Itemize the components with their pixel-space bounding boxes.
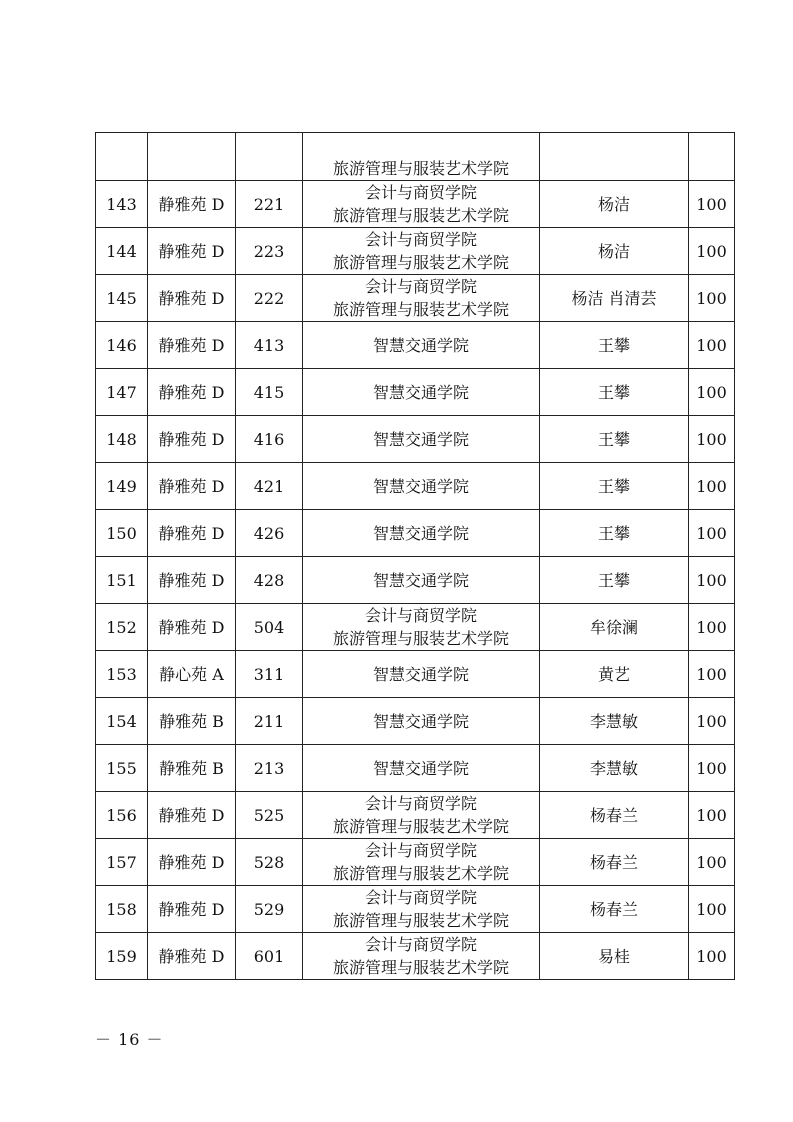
table-row [96,133,735,181]
teacher-cell: 王攀 [540,322,689,369]
row-number-cell: 149 [96,463,148,510]
department-cell [303,933,540,980]
department-cell [303,275,540,322]
row-number-cell: 158 [96,886,148,933]
table-row [96,369,735,416]
teacher-cell [540,133,689,181]
score-cell: 100 [689,228,735,275]
room-cell: 211 [236,698,303,745]
score-cell: 100 [689,463,735,510]
department-name: 旅游管理与服装艺术学院 [332,817,509,836]
table-row [96,886,735,933]
table-row [96,792,735,839]
teacher-cell: 王攀 [540,463,689,510]
department-name: 旅游管理与服装艺术学院 [332,159,509,178]
department-cell [303,651,540,698]
building-cell: 静雅苑 D [148,275,236,322]
department-name: 会计与商贸学院 [364,606,477,625]
table-row [96,651,735,698]
table-row [96,839,735,886]
room-cell: 426 [236,510,303,557]
score-cell: 100 [689,933,735,980]
inspection-table [95,132,735,980]
room-cell: 416 [236,416,303,463]
teacher-cell: 王攀 [540,369,689,416]
building-cell: 静雅苑 D [148,886,236,933]
department-cell [303,133,540,181]
row-number-cell: 143 [96,181,148,228]
department-name: 会计与商贸学院 [364,277,477,296]
building-cell: 静雅苑 B [148,745,236,792]
building-cell: 静雅苑 D [148,369,236,416]
room-cell: 413 [236,322,303,369]
building-cell [148,133,236,181]
row-number-cell: 147 [96,369,148,416]
teacher-cell: 黄艺 [540,651,689,698]
department-name: 旅游管理与服装艺术学院 [332,958,509,977]
department-cell [303,416,540,463]
department-cell [303,886,540,933]
department-name: 会计与商贸学院 [364,888,477,907]
room-cell: 213 [236,745,303,792]
department-cell [303,792,540,839]
room-cell: 504 [236,604,303,651]
building-cell: 静雅苑 D [148,604,236,651]
building-cell: 静雅苑 D [148,228,236,275]
building-cell: 静雅苑 D [148,839,236,886]
department-name: 智慧交通学院 [372,523,469,543]
score-cell: 100 [689,698,735,745]
department-cell [303,557,540,604]
teacher-cell: 杨春兰 [540,839,689,886]
room-cell: 223 [236,228,303,275]
row-number-cell: 157 [96,839,148,886]
department-name: 旅游管理与服装艺术学院 [332,864,509,883]
score-cell: 100 [689,275,735,322]
department-cell [303,322,540,369]
department-name: 会计与商贸学院 [364,183,477,202]
teacher-cell: 李慧敏 [540,745,689,792]
department-name: 会计与商贸学院 [364,841,477,860]
table-row [96,228,735,275]
room-cell: 525 [236,792,303,839]
teacher-cell: 杨洁 [540,228,689,275]
teacher-cell: 王攀 [540,510,689,557]
table-row [96,933,735,980]
department-cell [303,839,540,886]
row-number-cell: 159 [96,933,148,980]
score-cell: 100 [689,510,735,557]
table-row [96,557,735,604]
department-name: 智慧交通学院 [372,758,469,778]
department-name: 旅游管理与服装艺术学院 [332,300,509,319]
room-cell: 428 [236,557,303,604]
score-cell: 100 [689,886,735,933]
score-cell: 100 [689,181,735,228]
row-number-cell: 145 [96,275,148,322]
score-cell: 100 [689,604,735,651]
building-cell: 静雅苑 D [148,557,236,604]
row-number-cell: 153 [96,651,148,698]
department-cell [303,745,540,792]
table-row [96,463,735,510]
department-cell [303,510,540,557]
row-number-cell: 148 [96,416,148,463]
table-row [96,322,735,369]
building-cell: 静雅苑 D [148,181,236,228]
building-cell: 静雅苑 D [148,463,236,510]
department-name: 旅游管理与服装艺术学院 [332,629,509,648]
score-cell: 100 [689,369,735,416]
department-name: 会计与商贸学院 [364,230,477,249]
department-name: 旅游管理与服装艺术学院 [332,911,509,930]
building-cell: 静雅苑 D [148,792,236,839]
department-name: 旅游管理与服装艺术学院 [332,206,509,225]
building-cell: 静雅苑 D [148,510,236,557]
department-name: 智慧交通学院 [372,335,469,355]
department-cell [303,228,540,275]
score-cell: 100 [689,322,735,369]
room-cell: 528 [236,839,303,886]
room-cell [236,133,303,181]
room-cell: 421 [236,463,303,510]
department-name: 智慧交通学院 [372,711,469,731]
department-cell [303,463,540,510]
building-cell: 静雅苑 D [148,322,236,369]
teacher-cell: 王攀 [540,416,689,463]
teacher-cell: 杨春兰 [540,886,689,933]
row-number-cell: 154 [96,698,148,745]
score-cell: 100 [689,745,735,792]
table-body [96,133,735,980]
teacher-cell: 杨春兰 [540,792,689,839]
teacher-cell: 杨洁 [540,181,689,228]
row-number-cell: 155 [96,745,148,792]
department-name: 旅游管理与服装艺术学院 [332,253,509,272]
department-name: 智慧交通学院 [372,570,469,590]
table-row [96,181,735,228]
table-row [96,416,735,463]
teacher-cell: 易桂 [540,933,689,980]
table-row [96,604,735,651]
row-number-cell: 150 [96,510,148,557]
department-name: 会计与商贸学院 [364,794,477,813]
department-name: 会计与商贸学院 [364,935,477,954]
teacher-cell: 牟徐澜 [540,604,689,651]
department-name: 智慧交通学院 [372,382,469,402]
department-name: 智慧交通学院 [372,664,469,684]
department-name: 智慧交通学院 [372,429,469,449]
table-row [96,698,735,745]
score-cell [689,133,735,181]
room-cell: 222 [236,275,303,322]
department-cell [303,604,540,651]
department-name: 智慧交通学院 [372,476,469,496]
score-cell: 100 [689,792,735,839]
score-cell: 100 [689,839,735,886]
page-number: － 16 － [95,1030,164,1049]
room-cell: 221 [236,181,303,228]
row-number-cell: 151 [96,557,148,604]
score-cell: 100 [689,651,735,698]
building-cell: 静雅苑 D [148,933,236,980]
teacher-cell: 李慧敏 [540,698,689,745]
row-number-cell [96,133,148,181]
department-cell [303,698,540,745]
row-number-cell: 156 [96,792,148,839]
room-cell: 529 [236,886,303,933]
score-cell: 100 [689,416,735,463]
table-row [96,275,735,322]
row-number-cell: 144 [96,228,148,275]
room-cell: 601 [236,933,303,980]
teacher-cell: 王攀 [540,557,689,604]
teacher-cell: 杨洁 肖清芸 [540,275,689,322]
department-cell [303,369,540,416]
building-cell: 静雅苑 D [148,416,236,463]
score-cell: 100 [689,557,735,604]
room-cell: 415 [236,369,303,416]
table-row [96,745,735,792]
building-cell: 静雅苑 B [148,698,236,745]
department-cell [303,181,540,228]
building-cell: 静心苑 A [148,651,236,698]
table-row [96,510,735,557]
room-cell: 311 [236,651,303,698]
row-number-cell: 152 [96,604,148,651]
row-number-cell: 146 [96,322,148,369]
